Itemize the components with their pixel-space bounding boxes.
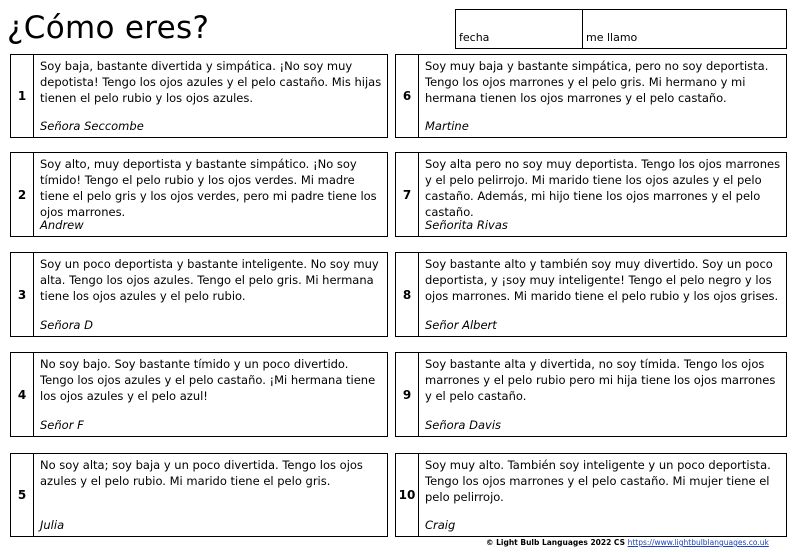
footer-credit xyxy=(486,538,769,547)
card-person-name: Julia xyxy=(40,518,65,532)
card-person-name: Señora D xyxy=(40,318,93,332)
card-description: Soy bastante alto y también soy muy divertido. Soy un poco deportista, y ¡soy muy inteligente! Tengo el pelo negro y los ojos marrones. Mi marido tiene el pelo rubio y los ojos grises. xyxy=(425,257,779,303)
card-description: Soy un poco deportista y bastante inteligente. No soy muy alta. Tengo los ojos azules. Tengo el pelo gris. Mi hermana tiene los ojos azules y el pelo rubio. xyxy=(40,257,379,303)
card-number: 4 xyxy=(11,353,34,436)
card-description: Soy baja, bastante divertida y simpática. ¡No soy muy depotista! Tengo los ojos azules y el pelo castaño. Mis hijas tienen el pelo rubio y los ojos azules. xyxy=(40,59,382,105)
card-number: 3 xyxy=(11,253,34,336)
card-number: 9 xyxy=(396,353,419,436)
profile-card-9 xyxy=(395,352,787,437)
profile-card-2 xyxy=(10,152,388,237)
card-person-name: Señor Albert xyxy=(425,318,497,332)
card-number: 6 xyxy=(396,55,419,137)
date-field[interactable] xyxy=(455,9,583,49)
card-description: Soy alta pero no soy muy deportista. Tengo los ojos marrones y el pelo pelirrojo. Mi marido tiene los ojos azules y el pelo castaño. Además, mi hijo tiene los ojos marrones y el pelo castaño. xyxy=(425,157,781,219)
copyright-text: © Light Bulb Languages 2022 CS xyxy=(486,538,628,547)
card-description: Soy muy baja y bastante simpática, pero no soy deportista. Tengo los ojos marrones y el pelo gris. Mi hermano y mi hermana tienen los ojos marrones y el pelo castaño. xyxy=(425,59,769,105)
card-person-name: Señora Davis xyxy=(425,418,502,432)
card-person-name: Martine xyxy=(425,119,469,133)
card-description: No soy bajo. Soy bastante tímido y un poco divertido. Tengo los ojos azules y el pelo castaño. ¡Mi hermana tiene los ojos azules y el pelo azul! xyxy=(40,357,376,403)
name-field[interactable] xyxy=(582,9,787,49)
profile-card-4 xyxy=(10,352,388,437)
website-link[interactable]: https://www.lightbulblanguages.co.uk xyxy=(627,538,769,547)
profile-card-5 xyxy=(10,453,388,537)
profile-card-7 xyxy=(395,152,787,237)
card-number: 1 xyxy=(11,55,34,137)
card-person-name: Señora Seccombe xyxy=(40,119,144,133)
page-title: ¿Cómo eres? xyxy=(7,10,210,46)
card-description: Soy bastante alta y divertida, no soy tímida. Tengo los ojos marrones y el pelo rubio pero mi hija tiene los ojos marrones y el pelo castaño. xyxy=(425,357,776,403)
card-description: Soy muy alto. También soy inteligente y un poco deportista. Tengo los ojos marrones y el pelo castaño. Mi mujer tiene el pelo pelirrojo. xyxy=(425,458,771,504)
card-number: 2 xyxy=(11,153,34,236)
card-person-name: Señorita Rivas xyxy=(425,218,508,232)
profile-card-6 xyxy=(395,54,787,138)
profile-card-1 xyxy=(10,54,388,138)
card-description: No soy alta; soy baja y un poco divertida. Tengo los ojos azules y el pelo rubio. Mi marido tiene el pelo gris. xyxy=(40,458,363,488)
card-description: Soy alto, muy deportista y bastante simpático. ¡No soy tímido! Tengo el pelo rubio y los ojos verdes. Mi madre tiene el pelo gris y los ojos verdes, pero mi padre tiene los ojos marrones. xyxy=(40,157,377,219)
card-number: 5 xyxy=(11,454,34,536)
card-person-name: Craig xyxy=(425,518,456,532)
name-label: me llamo xyxy=(586,31,638,44)
card-number: 10 xyxy=(396,454,419,536)
profile-card-3 xyxy=(10,252,388,337)
card-person-name: Andrew xyxy=(40,218,84,232)
card-number: 7 xyxy=(396,153,419,236)
profile-card-10 xyxy=(395,453,787,537)
profile-card-8 xyxy=(395,252,787,337)
card-person-name: Señor F xyxy=(40,418,84,432)
card-number: 8 xyxy=(396,253,419,336)
date-label: fecha xyxy=(459,31,490,44)
